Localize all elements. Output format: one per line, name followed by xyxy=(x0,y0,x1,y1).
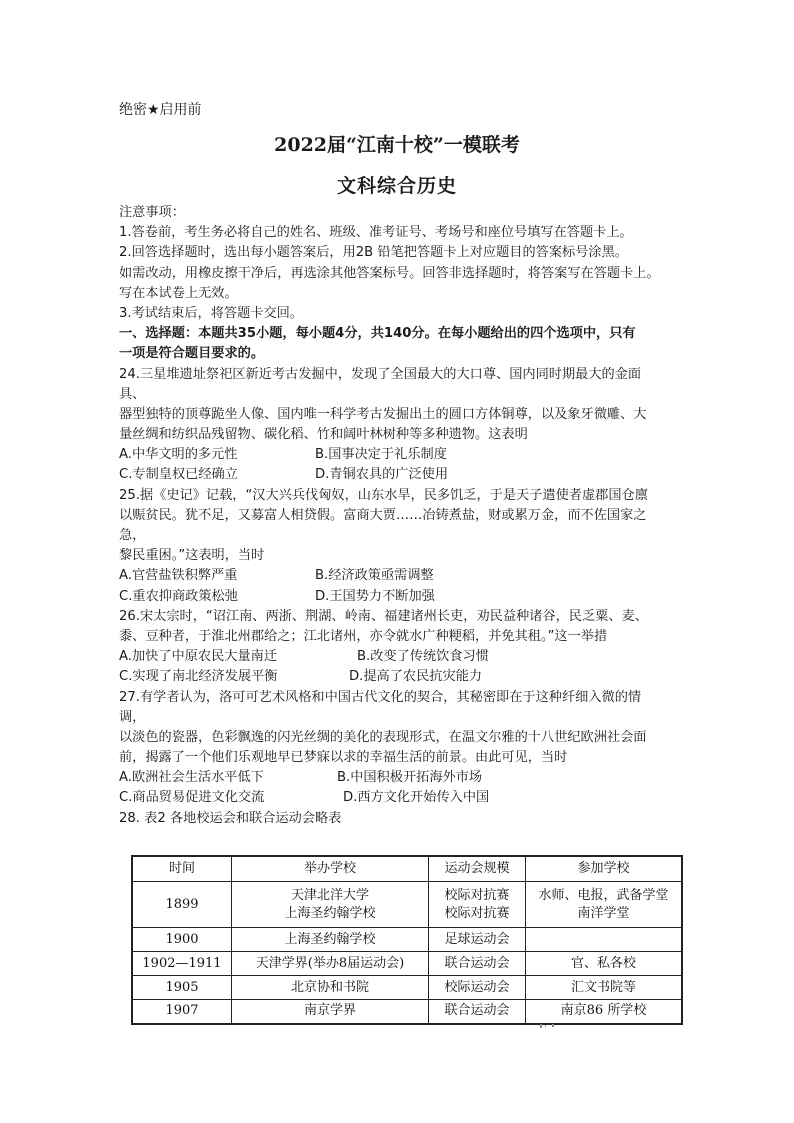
question-27-options-row xyxy=(119,788,689,808)
question-25-options-row xyxy=(119,587,689,607)
header-host-school: 举办学校 xyxy=(232,856,429,882)
option-d: D.西方文化开始传入中国 xyxy=(343,790,490,806)
cell-participants xyxy=(526,882,683,928)
question-28-caption: 28. 表2 各地校运会和联合运动会略表 xyxy=(119,810,342,826)
scan-smudge-icon xyxy=(540,1021,570,1031)
cell-scale-line: 校际对抗赛 xyxy=(444,905,510,921)
cell-scale: 校际运动会 xyxy=(429,976,526,1000)
option-a: A.加快了中原农民大量南迁 xyxy=(119,649,278,665)
cell-scale-line: 校际对抗赛 xyxy=(444,887,510,903)
question-24-options-row xyxy=(119,445,689,465)
note-line: 3.考试结束后，将答题卡交回。 xyxy=(119,305,304,321)
option-c: C.专制皇权已经确立 xyxy=(119,467,238,483)
option-c: C.重农抑商政策松弛 xyxy=(119,588,238,604)
table-header-row xyxy=(132,856,682,882)
section-heading-cont: 一项是符合题目要求的。 xyxy=(119,346,265,362)
cell-scale: 联合运动会 xyxy=(429,952,526,976)
sports-meet-table-wrap xyxy=(131,855,683,1025)
cell-year: 1900 xyxy=(132,928,232,952)
note-line: 2.回答选择题时，选出每小题答案后，用2B 铅笔把答题卡上对应题目的答案标号涂黑。 xyxy=(119,245,628,261)
question-26-options-row xyxy=(119,667,689,687)
option-c: C.实现了南北经济发展平衡 xyxy=(119,669,278,685)
option-b: B.中国积极开拓海外市场 xyxy=(337,770,483,786)
table-row xyxy=(132,1000,682,1024)
cell-school: 南京学界 xyxy=(232,1000,429,1024)
cell-year: 1907 xyxy=(132,1000,232,1024)
question-25-text: 25.据《史记》记载，“汉大兴兵伐匈奴，山东水旱，民多饥乏，于是天子遣使者虚郡国仓廪 xyxy=(119,487,648,503)
cell-participants-line: 水师、电报，武备学堂 xyxy=(538,887,669,903)
question-24-text: 24.三星堆遗址祭祀区新近考古发掘中，发现了全国最大的大口尊、国内同时期最大的金面 xyxy=(119,366,642,382)
question-24-options-row xyxy=(119,465,689,485)
cell-scale: 足球运动会 xyxy=(429,928,526,952)
cell-participants: 南京86 所学校 xyxy=(526,1000,683,1024)
sports-meet-table xyxy=(131,855,683,1025)
question-25-options-row xyxy=(119,566,689,586)
exam-body xyxy=(119,203,689,829)
cell-year: 1899 xyxy=(132,882,232,928)
question-25-text: 急， xyxy=(119,528,146,543)
note-line: 1.答卷前，考生务必将自己的姓名、班级、准考证号、考场号和座位号填写在答题卡上。 xyxy=(119,225,633,241)
section-heading: 一、选择题：本题共35小题，每小题4分，共140分。在每小题给出的四个选项中，只有 xyxy=(119,326,636,342)
cell-school-line: 上海圣约翰学校 xyxy=(284,905,376,921)
question-27-text: 调， xyxy=(119,709,146,725)
question-26-text: 26.宋太宗时，“诏江南、两浙、荆湖、岭南、福建诸州长吏，劝民益种诸谷，民乏粟、麦、 xyxy=(119,608,648,624)
option-b: B.改变了传统饮食习惯 xyxy=(357,649,489,665)
cell-participants xyxy=(526,928,683,952)
cell-year: 1902—1911 xyxy=(132,952,232,976)
cell-scale: 联合运动会 xyxy=(429,1000,526,1024)
cell-school-line: 天津北洋大学 xyxy=(290,887,369,903)
question-24-text: 量丝绸和纺织品残留物、碳化稻、竹和阔叶林树种等多种遗物。这表明 xyxy=(119,427,528,443)
option-a: A.中华文明的多元性 xyxy=(119,447,238,463)
option-c: C.商品贸易促进文化交流 xyxy=(119,790,265,806)
option-d: D.王国势力不断加强 xyxy=(315,588,435,604)
table-row xyxy=(132,928,682,952)
exam-subtitle: 文科综合历史 xyxy=(336,175,457,197)
notes-heading: 注意事项： xyxy=(119,205,185,220)
option-b: B.国事决定于礼乐制度 xyxy=(315,447,447,463)
question-27-options-row xyxy=(119,768,689,788)
header-time: 时间 xyxy=(132,856,232,882)
header-scale: 运动会规模 xyxy=(429,856,526,882)
question-26-options-row xyxy=(119,647,689,667)
question-27-text: 以淡色的瓷器，色彩飘逸的闪光丝绸的美化的表现形式，在温文尔雅的十八世纪欧洲社会面 xyxy=(119,729,647,745)
question-25-text: 以赈贫民。犹不足，又募富人相贷假。富商大贾……冶铸煮盐，财或累万金，而不佐国家之 xyxy=(119,507,647,523)
question-25-text: 黎民重困。”这表明，当时 xyxy=(119,548,265,564)
table-row xyxy=(132,952,682,976)
cell-participants-line: 南洋学堂 xyxy=(577,905,630,921)
question-24-text: 具、 xyxy=(119,386,146,402)
note-line: 写在本试卷上无效。 xyxy=(119,285,238,301)
header-participants: 参加学校 xyxy=(526,856,683,882)
option-d: D.提高了农民抗灾能力 xyxy=(349,669,483,685)
cell-school xyxy=(232,882,429,928)
option-a: A.官营盐铁积弊严重 xyxy=(119,568,238,584)
cell-scale xyxy=(429,882,526,928)
question-27-text: 27.有学者认为，洛可可艺术风格和中国古代文化的契合，其秘密即在于这种纤细入微的情 xyxy=(119,689,642,705)
cell-school: 上海圣约翰学校 xyxy=(232,928,429,952)
cell-participants: 官、私各校 xyxy=(526,952,683,976)
table-row xyxy=(132,976,682,1000)
question-27-text: 前，揭露了一个他们乐观地早已梦寐以求的幸福生活的前景。由此可见，当时 xyxy=(119,750,568,766)
confidential-label: 绝密★启用前 xyxy=(119,102,202,118)
table-row xyxy=(132,882,682,928)
option-b: B.经济政策亟需调整 xyxy=(315,568,434,584)
question-24-text: 器型独特的顶尊跪坐人像、国内唯一科学考古发掘出土的圆口方体铜尊，以及象牙微雕、大 xyxy=(119,406,647,422)
cell-year: 1905 xyxy=(132,976,232,1000)
exam-title: 2022届“江南十校”一模联考 xyxy=(274,134,520,156)
cell-school: 天津学界(举办8届运动会) xyxy=(232,952,429,976)
note-line: 如需改动，用橡皮擦干净后，再选涂其他答案标号。回答非选择题时，将答案写在答题卡上。 xyxy=(119,265,660,281)
cell-school: 北京协和书院 xyxy=(232,976,429,1000)
question-26-text: 黍、豆种者，于淮北州郡给之；江北诸州，亦令就水广种粳稻，并免其租。”这一举措 xyxy=(119,628,608,644)
option-a: A.欧洲社会生活水平低下 xyxy=(119,770,264,786)
option-d: D.青铜农具的广泛使用 xyxy=(315,467,449,483)
cell-participants: 汇文书院等 xyxy=(526,976,683,1000)
